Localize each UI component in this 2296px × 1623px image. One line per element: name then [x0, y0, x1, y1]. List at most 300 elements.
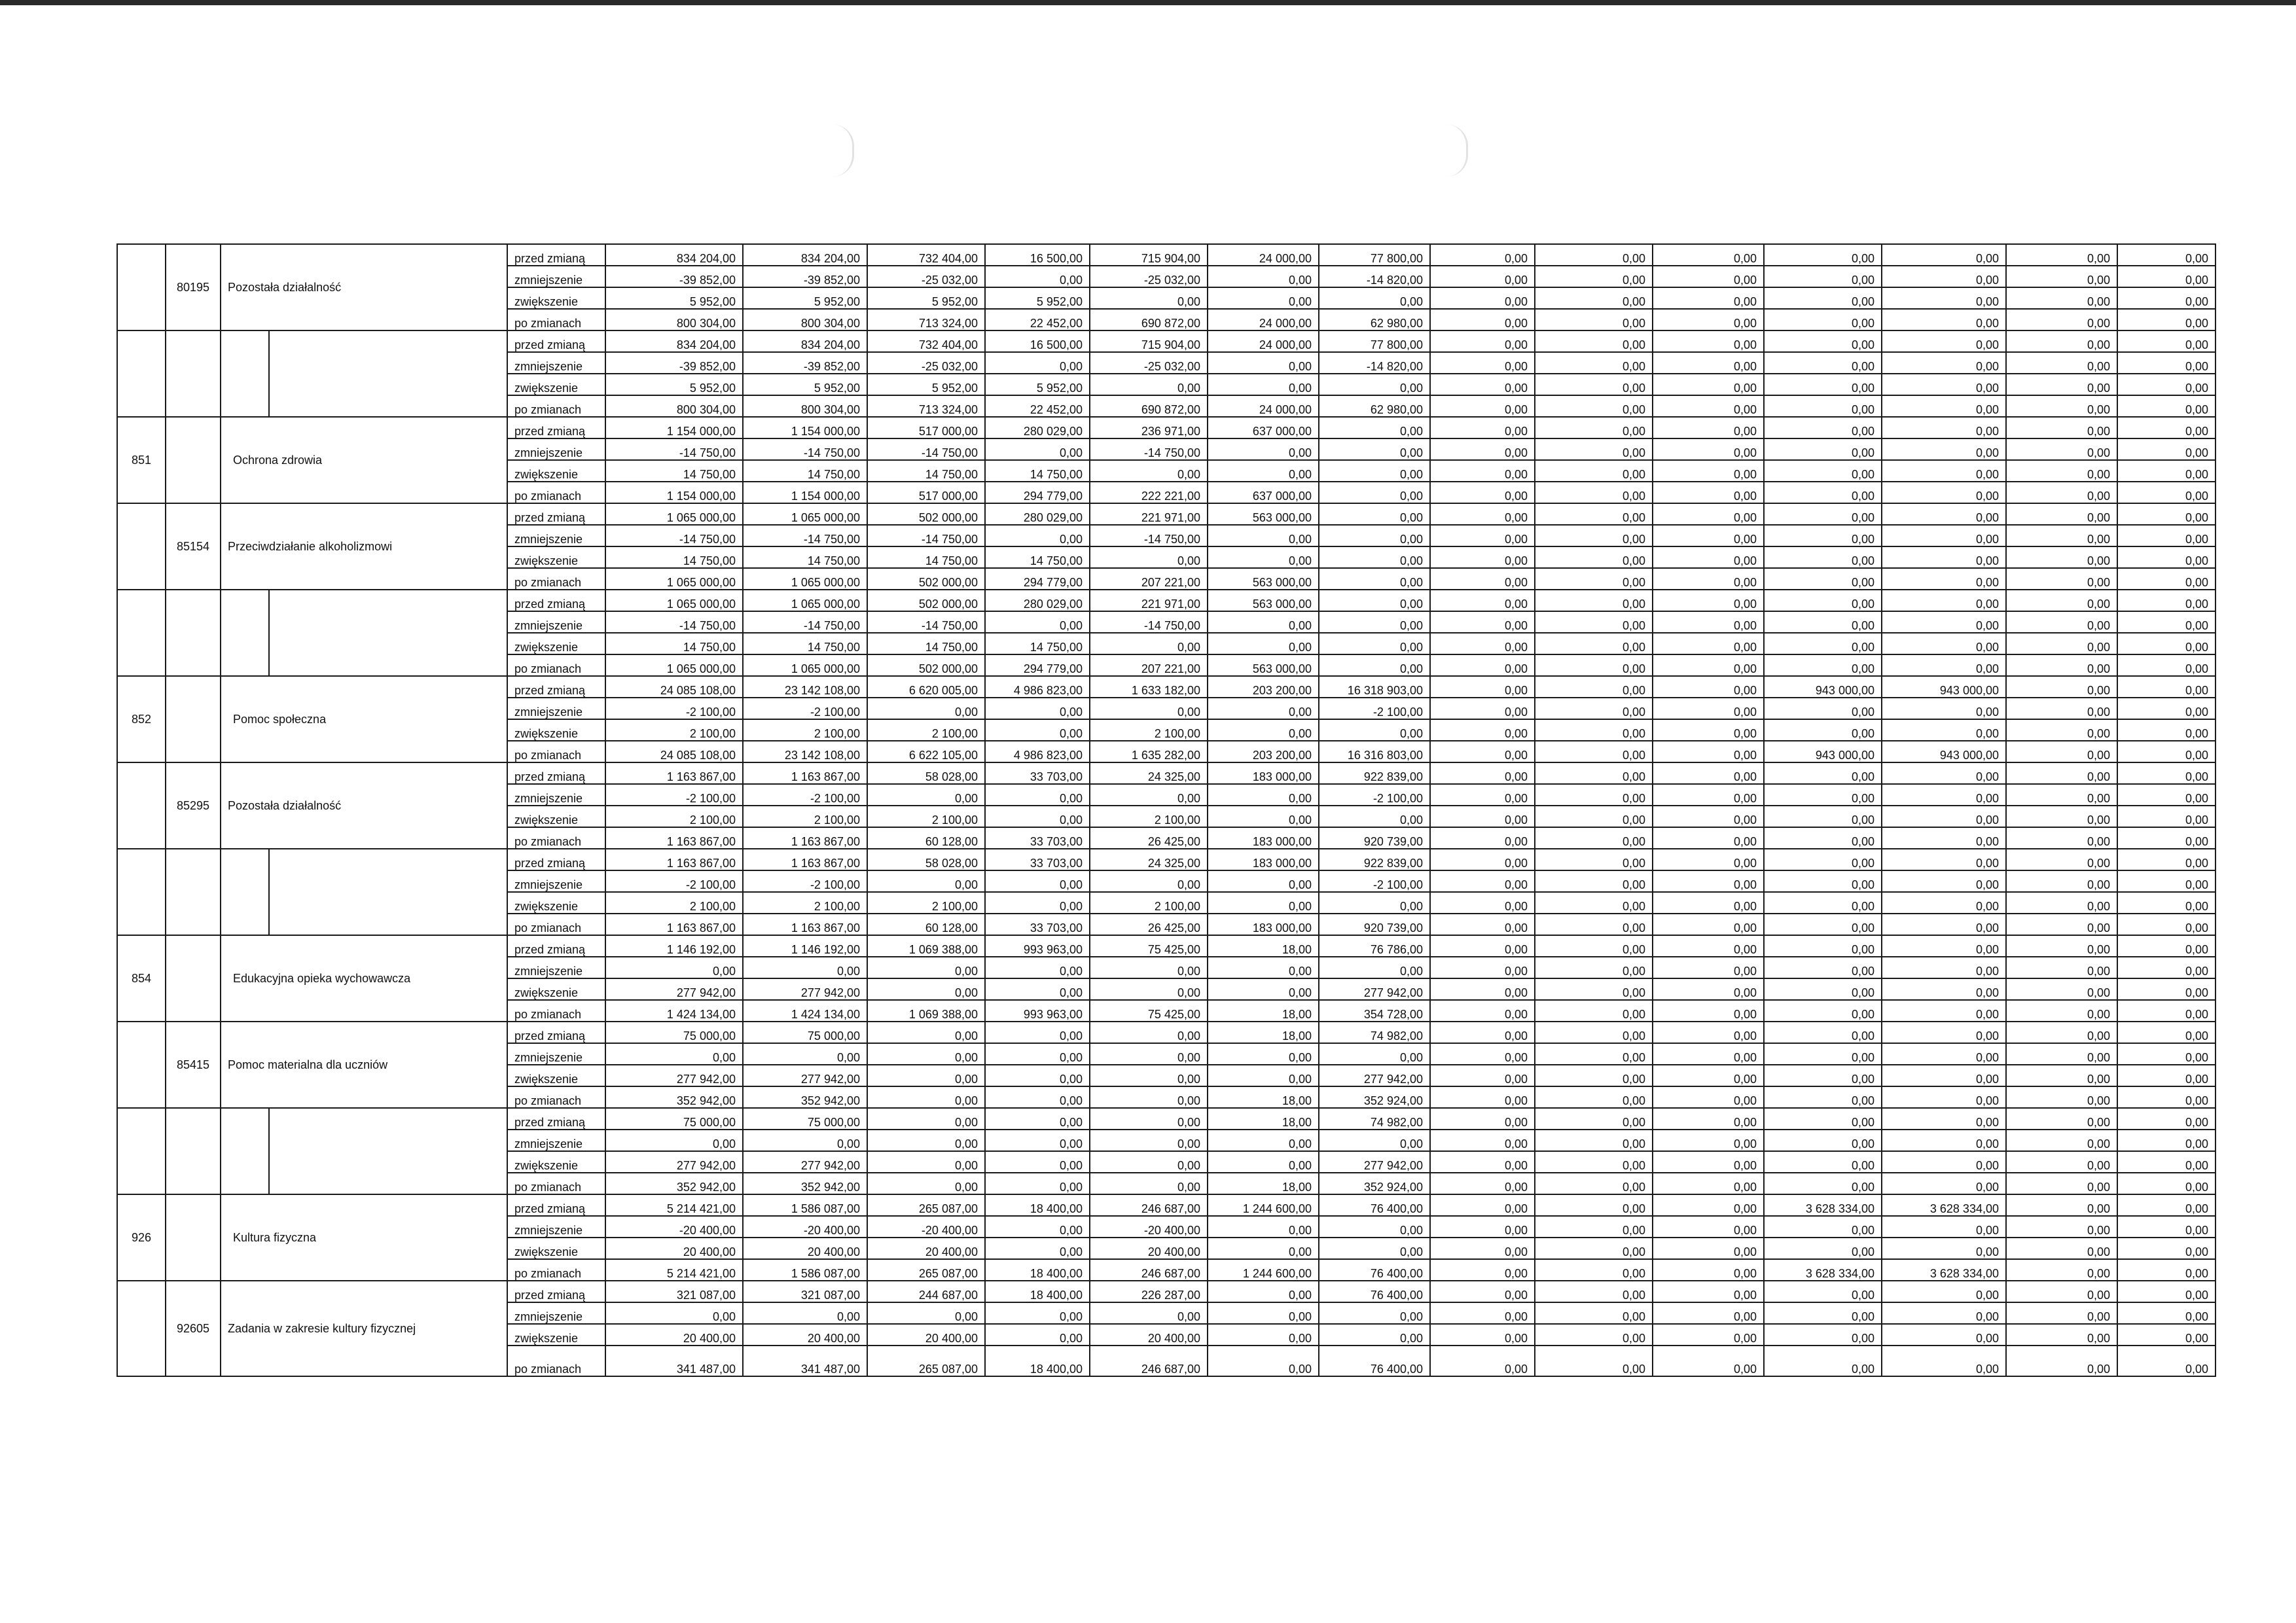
amount-cell: 0,00: [2117, 784, 2215, 806]
amount-cell: 0,00: [2006, 957, 2117, 978]
amount-cell: 5 214 421,00: [605, 1194, 743, 1216]
amount-cell: 0,00: [1090, 546, 1208, 568]
amount-cell: 0,00: [1535, 806, 1653, 827]
amount-cell: 0,00: [1882, 352, 2006, 374]
amount-cell: 0,00: [1764, 762, 1882, 784]
change-kind-label: przed zmianą: [507, 330, 605, 352]
amount-cell: 0,00: [2006, 935, 2117, 957]
amount-cell: 0,00: [605, 957, 743, 978]
amount-cell: 517 000,00: [867, 417, 985, 438]
amount-cell: 0,00: [1653, 849, 1764, 870]
amount-cell: 0,00: [1430, 568, 1535, 590]
amount-cell: 0,00: [1882, 525, 2006, 546]
amount-cell: 0,00: [2117, 914, 2215, 935]
change-kind-label: zwiększenie: [507, 892, 605, 914]
amount-cell: 0,00: [1653, 1043, 1764, 1065]
amount-cell: 0,00: [1882, 762, 2006, 784]
amount-cell: 0,00: [1535, 611, 1653, 633]
amount-cell: 834 204,00: [743, 244, 867, 266]
amount-cell: 58 028,00: [867, 762, 985, 784]
dzial-code-cell: [117, 1281, 166, 1376]
amount-cell: 14 750,00: [743, 633, 867, 654]
amount-cell: 0,00: [1764, 892, 1882, 914]
amount-cell: 0,00: [1653, 309, 1764, 330]
dzial-code-cell: [117, 1108, 166, 1194]
amount-cell: 0,00: [1430, 460, 1535, 482]
amount-cell: 0,00: [1430, 633, 1535, 654]
amount-cell: 0,00: [1882, 1130, 2006, 1151]
amount-cell: 0,00: [1882, 611, 2006, 633]
amount-cell: 0,00: [2006, 611, 2117, 633]
amount-cell: 0,00: [1430, 266, 1535, 287]
table-row: [117, 849, 2215, 870]
dzial-code-cell: [117, 1022, 166, 1108]
amount-cell: 0,00: [1535, 374, 1653, 395]
change-kind-label: zwiększenie: [507, 719, 605, 741]
rozdzial-code-cell: [166, 417, 221, 503]
amount-cell: 0,00: [1653, 978, 1764, 1000]
amount-cell: 277 942,00: [605, 1151, 743, 1173]
amount-cell: 0,00: [1430, 870, 1535, 892]
amount-cell: 244 687,00: [867, 1281, 985, 1302]
table-row: [117, 1108, 2215, 1130]
amount-cell: 0,00: [2117, 1151, 2215, 1173]
amount-cell: 0,00: [2117, 330, 2215, 352]
amount-cell: -20 400,00: [605, 1216, 743, 1238]
amount-cell: 0,00: [2006, 417, 2117, 438]
amount-cell: 1 163 867,00: [605, 914, 743, 935]
amount-cell: 0,00: [1208, 870, 1319, 892]
amount-cell: 0,00: [2117, 1086, 2215, 1108]
amount-cell: 3 628 334,00: [1764, 1194, 1882, 1216]
amount-cell: 76 400,00: [1319, 1281, 1430, 1302]
amount-cell: 0,00: [1764, 1130, 1882, 1151]
amount-cell: 563 000,00: [1208, 568, 1319, 590]
amount-cell: 0,00: [1430, 1238, 1535, 1259]
table-row: [117, 1022, 2215, 1043]
amount-cell: 0,00: [2006, 525, 2117, 546]
amount-cell: 0,00: [743, 1130, 867, 1151]
amount-cell: 0,00: [2117, 741, 2215, 762]
amount-cell: 24 000,00: [1208, 309, 1319, 330]
amount-cell: 0,00: [1430, 1216, 1535, 1238]
amount-cell: 0,00: [985, 1302, 1090, 1324]
amount-cell: 0,00: [1430, 525, 1535, 546]
amount-cell: 58 028,00: [867, 849, 985, 870]
amount-cell: 22 452,00: [985, 309, 1090, 330]
amount-cell: 5 952,00: [985, 287, 1090, 309]
amount-cell: 0,00: [1882, 978, 2006, 1000]
amount-cell: 0,00: [1319, 1043, 1430, 1065]
change-kind-label: przed zmianą: [507, 1194, 605, 1216]
amount-cell: -14 750,00: [1090, 611, 1208, 633]
amount-cell: 14 750,00: [605, 460, 743, 482]
amount-cell: 0,00: [1653, 503, 1764, 525]
amount-cell: 0,00: [1882, 654, 2006, 676]
amount-cell: 0,00: [1090, 870, 1208, 892]
amount-cell: 221 971,00: [1090, 503, 1208, 525]
amount-cell: 0,00: [1319, 374, 1430, 395]
amount-cell: 0,00: [1430, 1346, 1535, 1376]
amount-cell: -39 852,00: [605, 266, 743, 287]
amount-cell: 834 204,00: [743, 330, 867, 352]
amount-cell: 0,00: [1535, 978, 1653, 1000]
amount-cell: 0,00: [1319, 460, 1430, 482]
amount-cell: 75 000,00: [605, 1108, 743, 1130]
amount-cell: 0,00: [1090, 1151, 1208, 1173]
amount-cell: -25 032,00: [1090, 266, 1208, 287]
amount-cell: 0,00: [1653, 914, 1764, 935]
amount-cell: 77 800,00: [1319, 330, 1430, 352]
amount-cell: 0,00: [985, 1108, 1090, 1130]
amount-cell: 0,00: [1208, 784, 1319, 806]
change-kind-label: przed zmianą: [507, 244, 605, 266]
punch-hole-mark: [1446, 124, 1468, 177]
amount-cell: 0,00: [1535, 1130, 1653, 1151]
paragraph-name-cell: [269, 849, 507, 935]
section-name-cell: Zadania w zakresie kultury fizycznej: [221, 1281, 507, 1376]
amount-cell: 0,00: [2117, 266, 2215, 287]
amount-cell: 0,00: [1653, 546, 1764, 568]
amount-cell: 0,00: [1535, 633, 1653, 654]
amount-cell: 0,00: [2117, 417, 2215, 438]
amount-cell: 0,00: [1535, 935, 1653, 957]
change-kind-label: po zmianach: [507, 1173, 605, 1194]
amount-cell: 0,00: [1535, 1022, 1653, 1043]
amount-cell: 0,00: [2006, 590, 2117, 611]
amount-cell: 0,00: [2117, 1173, 2215, 1194]
amount-cell: 0,00: [1882, 244, 2006, 266]
dzial-code-cell: 926: [117, 1194, 166, 1281]
amount-cell: 265 087,00: [867, 1259, 985, 1281]
amount-cell: 246 687,00: [1090, 1259, 1208, 1281]
amount-cell: 0,00: [867, 1043, 985, 1065]
amount-cell: 0,00: [2006, 374, 2117, 395]
amount-cell: 0,00: [1430, 374, 1535, 395]
amount-cell: 0,00: [1319, 438, 1430, 460]
amount-cell: 0,00: [1882, 287, 2006, 309]
amount-cell: 0,00: [2117, 1043, 2215, 1065]
amount-cell: 0,00: [1319, 719, 1430, 741]
amount-cell: 203 200,00: [1208, 741, 1319, 762]
amount-cell: 0,00: [1090, 287, 1208, 309]
amount-cell: 0,00: [743, 1302, 867, 1324]
amount-cell: 0,00: [1764, 784, 1882, 806]
paragraph-blank-cell: [221, 330, 269, 417]
amount-cell: 0,00: [1764, 309, 1882, 330]
amount-cell: 0,00: [1208, 633, 1319, 654]
dzial-code-cell: 852: [117, 676, 166, 762]
amount-cell: 0,00: [985, 1216, 1090, 1238]
amount-cell: 0,00: [2006, 1065, 2117, 1086]
amount-cell: 76 400,00: [1319, 1194, 1430, 1216]
amount-cell: 0,00: [1882, 374, 2006, 395]
table-row: [117, 244, 2215, 266]
change-kind-label: zwiększenie: [507, 1324, 605, 1346]
amount-cell: 0,00: [1430, 352, 1535, 374]
amount-cell: 0,00: [2117, 1130, 2215, 1151]
amount-cell: 0,00: [1764, 719, 1882, 741]
amount-cell: 0,00: [1764, 1086, 1882, 1108]
amount-cell: -25 032,00: [1090, 352, 1208, 374]
amount-cell: 0,00: [1882, 309, 2006, 330]
amount-cell: 0,00: [2006, 1216, 2117, 1238]
amount-cell: 0,00: [1430, 417, 1535, 438]
amount-cell: 502 000,00: [867, 654, 985, 676]
amount-cell: 280 029,00: [985, 590, 1090, 611]
section-name-cell: Pomoc społeczna: [221, 676, 507, 762]
amount-cell: 0,00: [2117, 374, 2215, 395]
amount-cell: 0,00: [2117, 633, 2215, 654]
change-kind-label: przed zmianą: [507, 762, 605, 784]
amount-cell: 0,00: [1319, 1302, 1430, 1324]
amount-cell: 834 204,00: [605, 244, 743, 266]
amount-cell: 0,00: [1653, 1022, 1764, 1043]
amount-cell: 0,00: [1208, 1043, 1319, 1065]
amount-cell: 0,00: [1882, 395, 2006, 417]
amount-cell: 637 000,00: [1208, 482, 1319, 503]
amount-cell: 75 000,00: [743, 1108, 867, 1130]
amount-cell: 14 750,00: [867, 633, 985, 654]
amount-cell: 76 400,00: [1319, 1259, 1430, 1281]
dzial-code-cell: [117, 330, 166, 417]
paragraph-name-cell: [269, 1108, 507, 1194]
amount-cell: 77 800,00: [1319, 244, 1430, 266]
amount-cell: 0,00: [985, 525, 1090, 546]
amount-cell: 3 628 334,00: [1764, 1259, 1882, 1281]
amount-cell: 0,00: [1764, 568, 1882, 590]
amount-cell: 0,00: [1882, 503, 2006, 525]
amount-cell: 690 872,00: [1090, 395, 1208, 417]
amount-cell: 0,00: [1653, 1302, 1764, 1324]
amount-cell: -14 750,00: [605, 438, 743, 460]
amount-cell: 0,00: [2117, 309, 2215, 330]
amount-cell: 75 425,00: [1090, 935, 1208, 957]
amount-cell: 0,00: [985, 806, 1090, 827]
amount-cell: 60 128,00: [867, 914, 985, 935]
change-kind-label: przed zmianą: [507, 1022, 605, 1043]
amount-cell: 0,00: [1653, 438, 1764, 460]
amount-cell: 0,00: [2006, 1302, 2117, 1324]
amount-cell: 0,00: [2117, 482, 2215, 503]
amount-cell: 0,00: [1208, 719, 1319, 741]
amount-cell: 0,00: [1653, 784, 1764, 806]
amount-cell: 0,00: [1653, 395, 1764, 417]
amount-cell: 24 085 108,00: [605, 741, 743, 762]
amount-cell: 24 325,00: [1090, 762, 1208, 784]
amount-cell: 5 952,00: [985, 374, 1090, 395]
amount-cell: 0,00: [1653, 1238, 1764, 1259]
amount-cell: 0,00: [1764, 417, 1882, 438]
rozdzial-code-cell: [166, 676, 221, 762]
amount-cell: -2 100,00: [743, 870, 867, 892]
scan-top-edge: [0, 0, 2296, 5]
amount-cell: 18,00: [1208, 1108, 1319, 1130]
amount-cell: -20 400,00: [867, 1216, 985, 1238]
amount-cell: 277 942,00: [743, 1151, 867, 1173]
amount-cell: 0,00: [1208, 287, 1319, 309]
amount-cell: 0,00: [1882, 1346, 2006, 1376]
amount-cell: 0,00: [1653, 374, 1764, 395]
amount-cell: 0,00: [1764, 460, 1882, 482]
amount-cell: 14 750,00: [985, 633, 1090, 654]
amount-cell: 207 221,00: [1090, 568, 1208, 590]
table-row: [117, 1194, 2215, 1216]
amount-cell: 24 000,00: [1208, 330, 1319, 352]
amount-cell: 24 000,00: [1208, 395, 1319, 417]
amount-cell: 0,00: [2006, 1324, 2117, 1346]
change-kind-label: przed zmianą: [507, 676, 605, 698]
amount-cell: 0,00: [867, 1151, 985, 1173]
amount-cell: 23 142 108,00: [743, 676, 867, 698]
amount-cell: 0,00: [1430, 546, 1535, 568]
change-kind-label: zwiększenie: [507, 978, 605, 1000]
amount-cell: 321 087,00: [605, 1281, 743, 1302]
change-kind-label: zmniejszenie: [507, 525, 605, 546]
amount-cell: 0,00: [1208, 525, 1319, 546]
section-name-cell: Przeciwdziałanie alkoholizmowi: [221, 503, 507, 590]
rozdzial-code-cell: [166, 590, 221, 676]
dzial-code-cell: 854: [117, 935, 166, 1022]
budget-sheet: [117, 243, 2216, 1377]
amount-cell: 0,00: [1208, 1065, 1319, 1086]
amount-cell: 0,00: [985, 266, 1090, 287]
amount-cell: 0,00: [1764, 438, 1882, 460]
amount-cell: 0,00: [2117, 719, 2215, 741]
paragraph-blank-cell: [221, 849, 269, 935]
amount-cell: 0,00: [2117, 1194, 2215, 1216]
amount-cell: 1 163 867,00: [743, 849, 867, 870]
change-kind-label: zmniejszenie: [507, 957, 605, 978]
amount-cell: 0,00: [1764, 374, 1882, 395]
amount-cell: 0,00: [743, 957, 867, 978]
amount-cell: 2 100,00: [1090, 719, 1208, 741]
amount-cell: 183 000,00: [1208, 827, 1319, 849]
change-kind-label: zwiększenie: [507, 546, 605, 568]
amount-cell: 76 400,00: [1319, 1346, 1430, 1376]
amount-cell: 74 982,00: [1319, 1108, 1430, 1130]
amount-cell: 1 069 388,00: [867, 935, 985, 957]
amount-cell: 0,00: [1535, 1000, 1653, 1022]
change-kind-label: przed zmianą: [507, 935, 605, 957]
change-kind-label: zwiększenie: [507, 633, 605, 654]
amount-cell: 0,00: [867, 1130, 985, 1151]
amount-cell: 0,00: [1535, 287, 1653, 309]
amount-cell: 277 942,00: [1319, 1151, 1430, 1173]
amount-cell: 352 942,00: [605, 1086, 743, 1108]
amount-cell: 0,00: [1653, 244, 1764, 266]
amount-cell: 16 500,00: [985, 330, 1090, 352]
amount-cell: 0,00: [1653, 676, 1764, 698]
amount-cell: 715 904,00: [1090, 330, 1208, 352]
amount-cell: 0,00: [1208, 374, 1319, 395]
amount-cell: 0,00: [2117, 1000, 2215, 1022]
amount-cell: 922 839,00: [1319, 849, 1430, 870]
change-kind-label: zmniejszenie: [507, 784, 605, 806]
amount-cell: 943 000,00: [1764, 741, 1882, 762]
amount-cell: 0,00: [1882, 1281, 2006, 1302]
amount-cell: 0,00: [2006, 1043, 2117, 1065]
amount-cell: 0,00: [2006, 1238, 2117, 1259]
amount-cell: 0,00: [1882, 438, 2006, 460]
amount-cell: 690 872,00: [1090, 309, 1208, 330]
amount-cell: 0,00: [1535, 482, 1653, 503]
amount-cell: 226 287,00: [1090, 1281, 1208, 1302]
amount-cell: 0,00: [985, 870, 1090, 892]
amount-cell: 1 154 000,00: [743, 417, 867, 438]
amount-cell: 0,00: [2006, 1281, 2117, 1302]
amount-cell: 0,00: [1430, 503, 1535, 525]
amount-cell: 0,00: [1319, 546, 1430, 568]
amount-cell: 0,00: [2006, 1346, 2117, 1376]
amount-cell: 0,00: [1208, 266, 1319, 287]
amount-cell: 0,00: [1653, 892, 1764, 914]
amount-cell: 14 750,00: [985, 546, 1090, 568]
change-kind-label: zmniejszenie: [507, 266, 605, 287]
amount-cell: 0,00: [1882, 1043, 2006, 1065]
amount-cell: 1 146 192,00: [605, 935, 743, 957]
amount-cell: 1 244 600,00: [1208, 1259, 1319, 1281]
amount-cell: 0,00: [1882, 806, 2006, 827]
amount-cell: 0,00: [1090, 698, 1208, 719]
amount-cell: 0,00: [1208, 1151, 1319, 1173]
amount-cell: 0,00: [1319, 1216, 1430, 1238]
amount-cell: 0,00: [2117, 438, 2215, 460]
amount-cell: -14 750,00: [867, 525, 985, 546]
amount-cell: 0,00: [1653, 590, 1764, 611]
amount-cell: 0,00: [1430, 676, 1535, 698]
amount-cell: 277 942,00: [1319, 1065, 1430, 1086]
amount-cell: 14 750,00: [867, 460, 985, 482]
amount-cell: 1 633 182,00: [1090, 676, 1208, 698]
amount-cell: 0,00: [1430, 244, 1535, 266]
amount-cell: 1 065 000,00: [743, 503, 867, 525]
amount-cell: 800 304,00: [605, 395, 743, 417]
amount-cell: 0,00: [1653, 460, 1764, 482]
amount-cell: -2 100,00: [1319, 870, 1430, 892]
amount-cell: -14 750,00: [1090, 525, 1208, 546]
amount-cell: 33 703,00: [985, 849, 1090, 870]
amount-cell: 0,00: [2117, 525, 2215, 546]
amount-cell: 0,00: [1764, 503, 1882, 525]
amount-cell: 0,00: [1882, 1108, 2006, 1130]
amount-cell: 0,00: [1764, 1346, 1882, 1376]
amount-cell: 1 163 867,00: [605, 762, 743, 784]
amount-cell: 0,00: [1430, 1324, 1535, 1346]
amount-cell: 0,00: [2006, 1173, 2117, 1194]
section-name-cell: Pozostała działalność: [221, 244, 507, 330]
change-kind-label: zwiększenie: [507, 806, 605, 827]
amount-cell: 0,00: [2117, 806, 2215, 827]
amount-cell: 637 000,00: [1208, 417, 1319, 438]
change-kind-label: zmniejszenie: [507, 352, 605, 374]
amount-cell: 0,00: [1430, 1259, 1535, 1281]
amount-cell: 0,00: [1535, 1346, 1653, 1376]
amount-cell: 0,00: [2117, 957, 2215, 978]
amount-cell: 0,00: [2117, 1238, 2215, 1259]
amount-cell: 0,00: [1090, 374, 1208, 395]
amount-cell: 1 163 867,00: [743, 827, 867, 849]
amount-cell: 0,00: [1653, 1173, 1764, 1194]
amount-cell: 0,00: [2117, 978, 2215, 1000]
amount-cell: 0,00: [2006, 266, 2117, 287]
amount-cell: -14 750,00: [605, 525, 743, 546]
amount-cell: 0,00: [605, 1043, 743, 1065]
amount-cell: 14 750,00: [605, 546, 743, 568]
amount-cell: 0,00: [1090, 1086, 1208, 1108]
amount-cell: 24 325,00: [1090, 849, 1208, 870]
amount-cell: 0,00: [1430, 762, 1535, 784]
